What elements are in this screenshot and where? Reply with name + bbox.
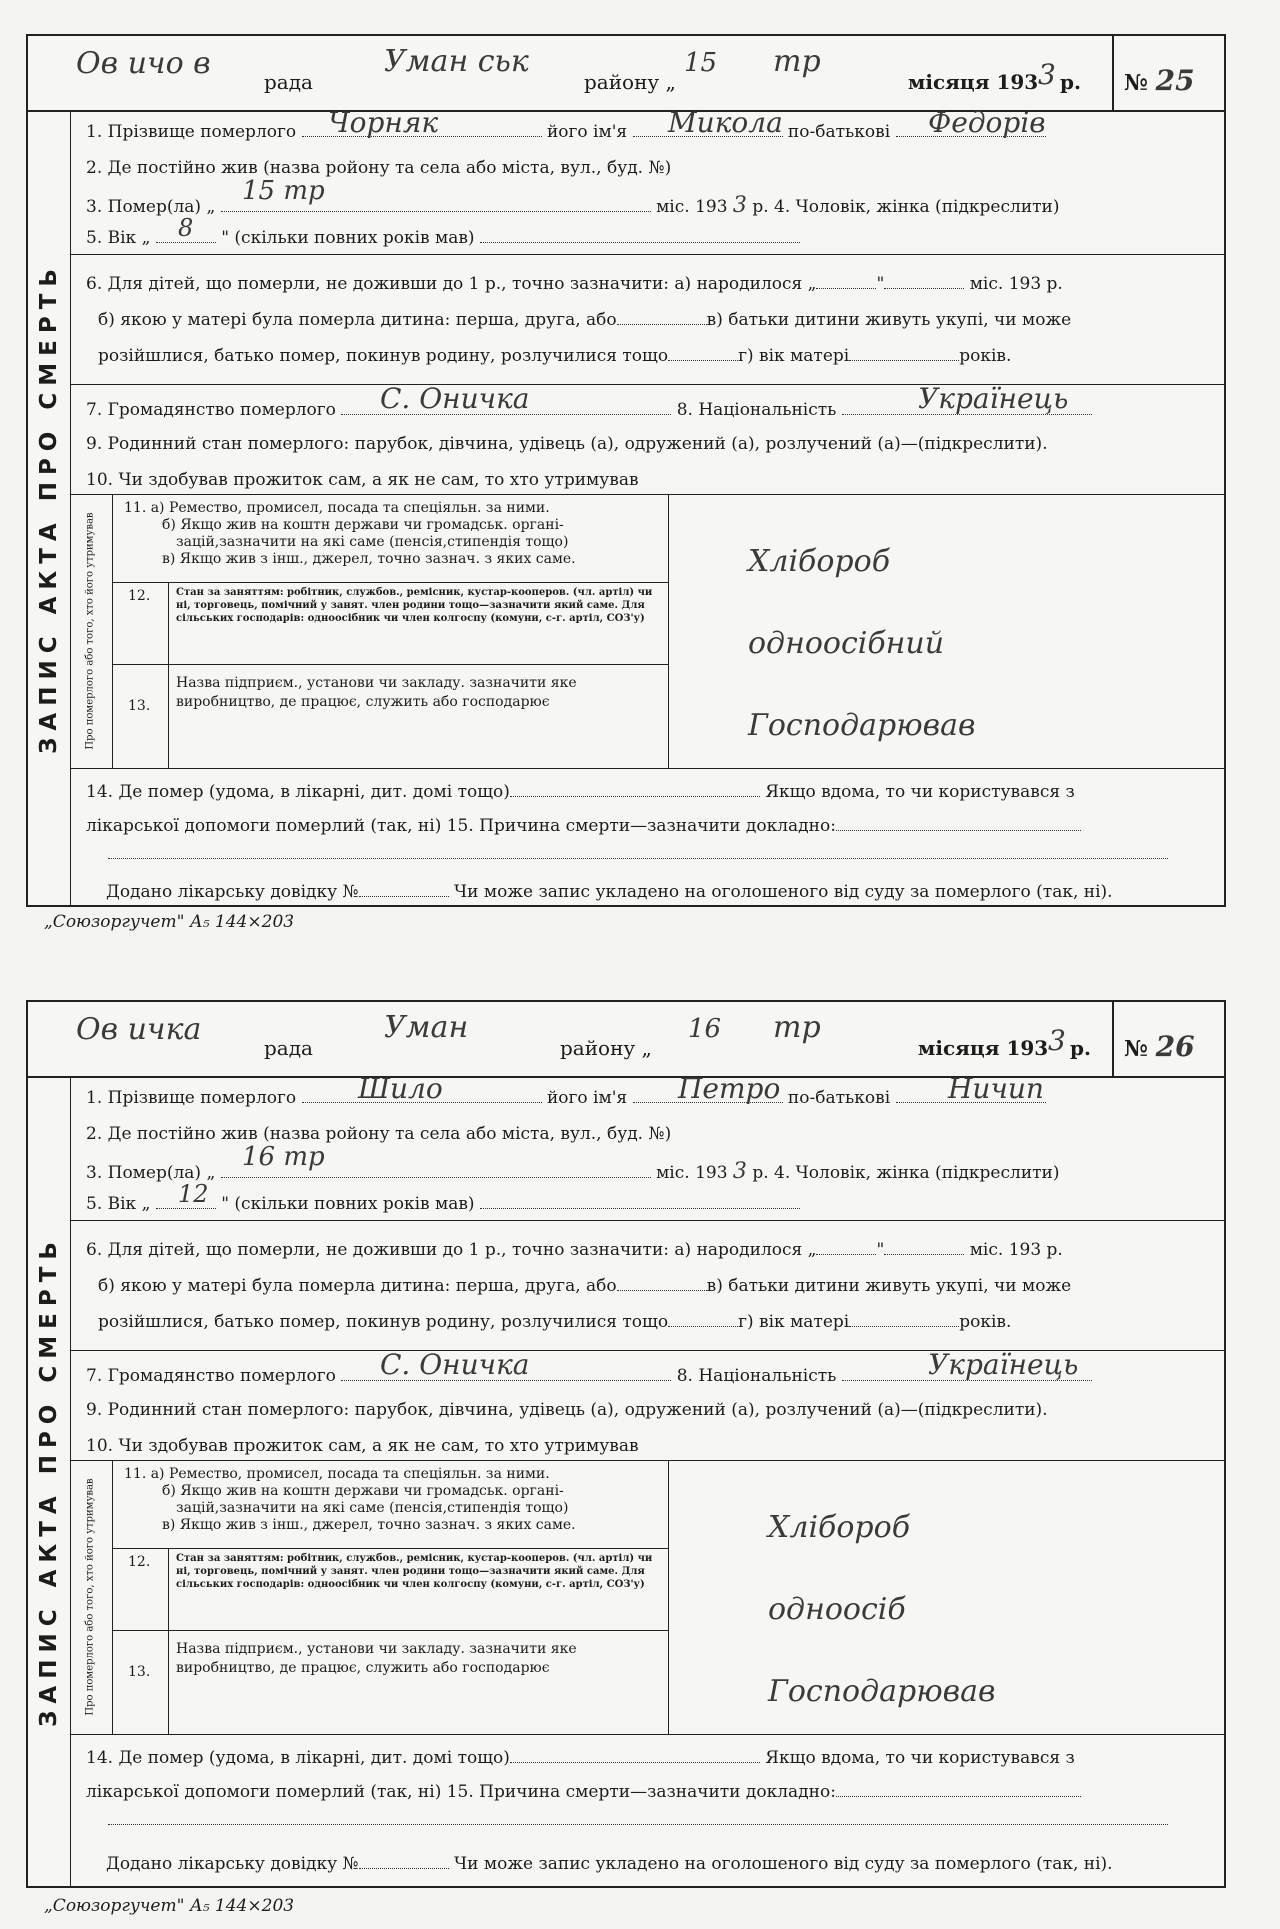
- line-14a: 14. Де помер (удома, в лікарні, дит. домі тощо) Якщо вдома, то чи користувався з: [86, 782, 1075, 802]
- line-2: 2. Де постійно жив (назва ройону та села або міста, вул., буд. №): [86, 1124, 672, 1144]
- line-6b: б) якою у матері була померла дитина: перша, друга, або в) батьки дитини живуть укупі, чи може: [98, 310, 1072, 330]
- line-7: 7. Громадянство померлого 8. Національність: [86, 1366, 1092, 1386]
- row-13-number: 13.: [128, 698, 151, 714]
- name-handwritten: Петро: [678, 1072, 781, 1105]
- rayon-label: району „: [584, 70, 676, 94]
- month-year-label: місяця 193: [908, 70, 1039, 94]
- row-13: Назва підприєм., установи чи закладу. зазначити яке виробництво, де працює, служить або господарює: [176, 1641, 577, 1676]
- line-9: 9. Родинний стан померлого: парубок, дівчина, удівець (а), одружений (а), розлучений (а)—(підкреслити).: [86, 434, 1048, 454]
- line-3: 3. Помер(ла) „ міс. 193 3 р. 4. Чоловік, жінка (підкреслити): [86, 193, 1060, 218]
- workplace-handwritten: Господарював: [768, 1674, 996, 1709]
- line-7: 7. Громадянство померлого 8. Національність: [86, 400, 1092, 420]
- divider: [70, 254, 1226, 255]
- record-number-handwritten: 25: [1155, 64, 1195, 97]
- day-handwritten: 15: [684, 48, 718, 78]
- line-1: 1. Прізвище померлого його ім'я по-батькові: [86, 122, 1046, 142]
- age-handwritten: 12: [178, 1180, 209, 1208]
- council-handwritten: Ов ичо в: [76, 46, 211, 81]
- month-handwritten: тр: [773, 44, 821, 79]
- record-number-handwritten: 26: [1155, 1030, 1195, 1063]
- month-handwritten: тр: [773, 1010, 821, 1045]
- line-dodano: Додано лікарську довідку № Чи може запис укладено на оголошеного від суду за померлого (так, ні).: [106, 882, 1113, 902]
- patronymic-handwritten: Федорів: [928, 106, 1046, 139]
- row-12: Стан за заняттям: робітник, службов., ремісник, кустар-кооперов. (чл. артіл) чи ні, торговець, помічний у занят. член родини тощо—зазначити який саме. Для сільських господарів: одноосібник чи член колгоспу (комуни, с-г. артіл, СОЗ'у): [176, 587, 653, 624]
- row-12-number: 12.: [128, 588, 151, 604]
- citizenship-handwritten: С. Оничка: [380, 382, 530, 415]
- line-10: 10. Чи здобував прожиток сам, а як не сам, то хто утримував: [86, 1436, 639, 1456]
- line-2: 2. Де постійно жив (назва ройону та села або міста, вул., буд. №): [86, 158, 672, 178]
- nationality-handwritten: Українець: [918, 382, 1069, 415]
- year-suffix: р.: [1070, 1036, 1091, 1060]
- divider: [70, 1460, 1226, 1461]
- row-11: 11. а) Ремество, промисел, посада та спеціяльн. за ними. б) Якщо жив на коштн держави чи громадськ. органі- зацій,зазначити на які саме (пенсія,стипендія тощо) в) Якщо жив з інш., джерел, точно зазнач. з яких саме.: [124, 1466, 576, 1533]
- number-sign: №: [1124, 1036, 1148, 1062]
- age-handwritten: 8: [178, 214, 194, 242]
- line-5: 5. Вік „ " (скільки повних років мав): [86, 1194, 800, 1214]
- rada-label: рада: [264, 1036, 313, 1060]
- status-handwritten: одноосіб: [768, 1592, 906, 1627]
- workplace-handwritten: Господарював: [748, 708, 976, 743]
- rada-label: рада: [264, 70, 313, 94]
- occupation-vertical-label: Про померлого або того, хто його утримував: [70, 1460, 113, 1734]
- rayon-label: району „: [560, 1036, 652, 1060]
- occupation-vertical-label: Про померлого або того, хто його утримував: [70, 494, 113, 768]
- nationality-handwritten: Українець: [928, 1348, 1079, 1381]
- side-title: ЗАПИС АКТА ПРО СМЕРТЬ: [28, 110, 71, 905]
- occupation-handwritten: Хлібороб: [768, 1510, 911, 1545]
- death-record-form-2: [26, 1000, 1226, 1888]
- death-year-handwritten: 3: [732, 1159, 747, 1184]
- row-13: Назва підприєм., установи чи закладу. зазначити яке виробництво, де працює, служить або господарює: [176, 675, 577, 710]
- citizenship-handwritten: С. Оничка: [380, 1348, 530, 1381]
- surname-handwritten: Чорняк: [328, 106, 439, 139]
- year-suffix: р.: [1060, 70, 1081, 94]
- line-14b: лікарської допомоги померлий (так, ні) 15. Причина смерти—зазначити докладно:: [86, 816, 1081, 836]
- form-header: [28, 36, 1224, 112]
- row-12-number: 12.: [128, 1554, 151, 1570]
- name-handwritten: Микола: [668, 106, 783, 139]
- divider: [70, 1220, 1226, 1221]
- number-sign: №: [1124, 70, 1148, 96]
- divider: [70, 494, 1226, 495]
- side-title: ЗАПИС АКТА ПРО СМЕРТЬ: [28, 1076, 71, 1886]
- divider: [70, 1734, 1226, 1735]
- death-date-handwritten: 15 тр: [242, 176, 325, 206]
- line-1: 1. Прізвище померлого його ім'я по-батькові: [86, 1088, 1046, 1108]
- line-10: 10. Чи здобував прожиток сам, а як не сам, то хто утримував: [86, 470, 639, 490]
- line-14a: 14. Де помер (удома, в лікарні, дит. домі тощо) Якщо вдома, то чи користувався з: [86, 1748, 1075, 1768]
- line-14b: лікарської допомоги померлий (так, ні) 15. Причина смерти—зазначити докладно:: [86, 1782, 1081, 1802]
- year-digit-handwritten: 3: [1048, 1024, 1066, 1057]
- line-5: 5. Вік „ " (скільки повних років мав): [86, 228, 800, 248]
- status-handwritten: одноосібний: [748, 626, 945, 661]
- form-2-footer: „Союзоргучет" А₅ 144×203: [44, 1896, 295, 1916]
- line-6c: розійшлися, батько помер, покинув родину, розлучилися тощо г) вік матері років.: [98, 1312, 1012, 1332]
- month-year-label: місяця 193: [918, 1036, 1049, 1060]
- line-6a: 6. Для дітей, що померли, не доживши до 1 р., точно зазначити: а) народилося „ " міс. 193 р.: [86, 1240, 1063, 1260]
- surname-handwritten: Шило: [358, 1072, 443, 1105]
- record-number-box: [1112, 36, 1224, 110]
- line-6c: розійшлися, батько помер, покинув родину, розлучилися тощо г) вік матері років.: [98, 346, 1012, 366]
- divider: [70, 768, 1226, 769]
- line-9: 9. Родинний стан померлого: парубок, дівчина, удівець (а), одружений (а), розлучений (а)—(підкреслити).: [86, 1400, 1048, 1420]
- row-12: Стан за заняттям: робітник, службов., ремісник, кустар-кооперов. (чл. артіл) чи ні, торговець, помічний у занят. член родини тощо—зазначити який саме. Для сільських господарів: одноосібник чи член колгоспу (комуни, с-г. артіл, СОЗ'у): [176, 1553, 653, 1590]
- line-6a: 6. Для дітей, що померли, не доживши до 1 р., точно зазначити: а) народилося „ " міс. 193 р.: [86, 274, 1063, 294]
- occupation-handwritten: Хлібороб: [748, 544, 891, 579]
- council-handwritten: Ов ичка: [76, 1012, 202, 1047]
- record-number-box: [1112, 1002, 1224, 1076]
- line-3: 3. Помер(ла) „ міс. 193 3 р. 4. Чоловік, жінка (підкреслити): [86, 1159, 1060, 1184]
- year-digit-handwritten: 3: [1038, 58, 1056, 91]
- line-dodano: Додано лікарську довідку № Чи може запис укладено на оголошеного від суду за померлого (так, ні).: [106, 1854, 1113, 1874]
- row-13-number: 13.: [128, 1664, 151, 1680]
- district-handwritten: Уман: [384, 1010, 469, 1045]
- row-11: 11. а) Ремество, промисел, посада та спеціяльн. за ними. б) Якщо жив на коштн держави чи громадськ. органі- зацій,зазначити на які саме (пенсія,стипендія тощо) в) Якщо жив з інш., джерел, точно зазнач. з яких саме.: [124, 500, 576, 567]
- death-record-form-1: [26, 34, 1226, 907]
- form-header: [28, 1002, 1224, 1078]
- district-handwritten: Уман ськ: [384, 44, 529, 79]
- death-date-handwritten: 16 тр: [242, 1142, 325, 1172]
- day-handwritten: 16: [688, 1014, 722, 1044]
- patronymic-handwritten: Ничип: [948, 1072, 1044, 1105]
- form-1-footer: „Союзоргучет" А₅ 144×203: [44, 912, 295, 932]
- death-year-handwritten: 3: [732, 193, 747, 218]
- line-6b: б) якою у матері була померла дитина: перша, друга, або в) батьки дитини живуть укупі, чи може: [98, 1276, 1072, 1296]
